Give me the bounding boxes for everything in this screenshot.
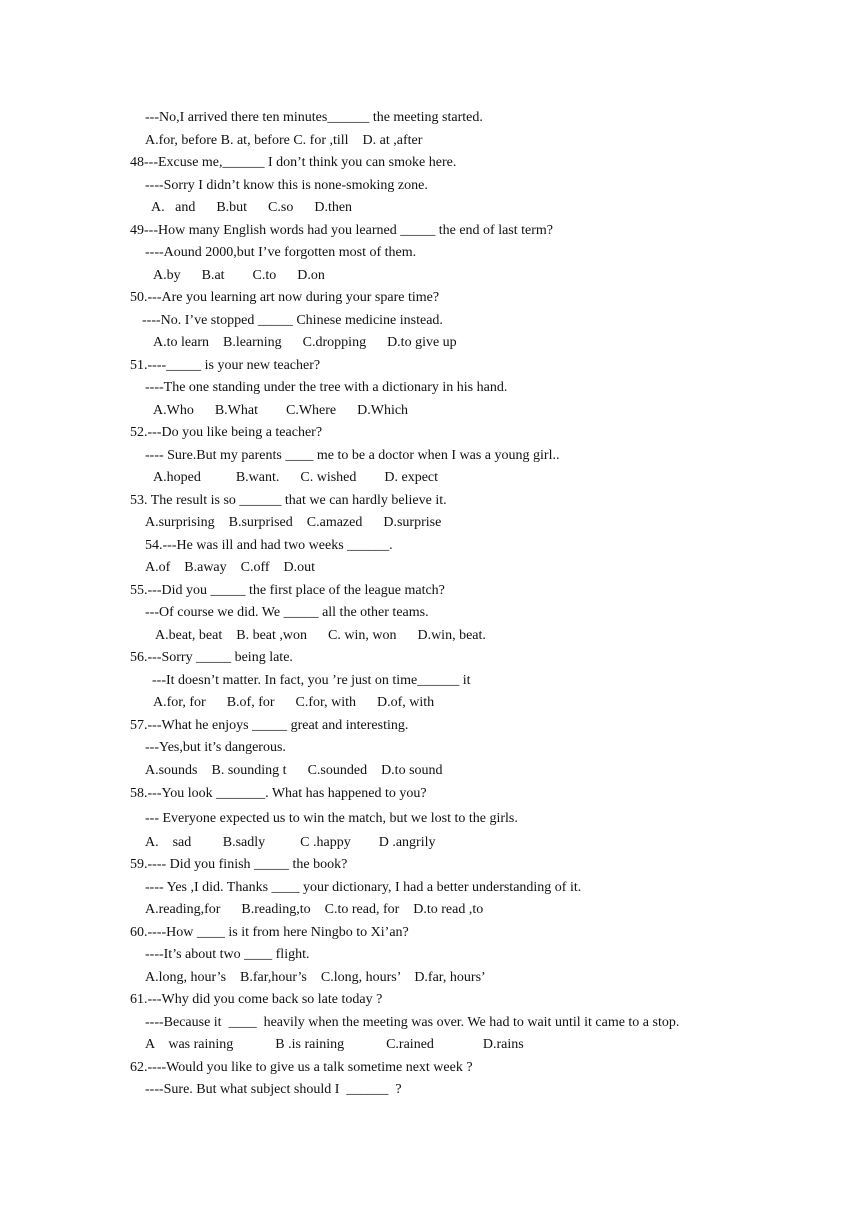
text-line: ---Yes,but it’s dangerous. [145, 740, 286, 755]
question-61: 61.---Why did you come back so late today ? [130, 992, 383, 1007]
text-line: ----The one standing under the tree with a dictionary in his hand. [145, 380, 508, 395]
text-line: ---- Yes ,I did. Thanks ____ your dictionary, I had a better understanding of it. [145, 880, 582, 895]
question-52: 52.---Do you like being a teacher? [130, 425, 323, 440]
answer-options: A.reading,for B.reading,to C.to read, for D.to read ,to [145, 902, 484, 917]
answer-options: A was raining B .is raining C.rained D.rains [145, 1037, 524, 1052]
question-53: 53. The result is so ______ that we can hardly believe it. [130, 493, 447, 508]
answer-options: A.for, for B.of, for C.for, with D.of, with [153, 695, 435, 710]
text-line: --- Everyone expected us to win the match, but we lost to the girls. [145, 811, 518, 826]
question-49: 49---How many English words had you learned _____ the end of last term? [130, 223, 554, 238]
answer-options: A.to learn B.learning C.dropping D.to give up [153, 335, 457, 350]
text-line: ----Sorry I didn’t know this is none-smoking zone. [145, 178, 428, 193]
text-line: ---Of course we did. We _____ all the other teams. [145, 605, 429, 620]
question-48: 48---Excuse me,______ I don’t think you can smoke here. [130, 155, 457, 170]
question-62: 62.----Would you like to give us a talk sometime next week ? [130, 1060, 473, 1075]
question-57: 57.---What he enjoys _____ great and interesting. [130, 718, 409, 733]
answer-options: A. and B.but C.so D.then [151, 200, 353, 215]
text-line: ----Because it ____ heavily when the meeting was over. We had to wait until it came to a stop. [145, 1015, 680, 1030]
text-line: ---It doesn’t matter. In fact, you ’re just on time______ it [152, 673, 471, 688]
question-51: 51.----_____ is your new teacher? [130, 358, 321, 373]
question-55: 55.---Did you _____ the first place of the league match? [130, 583, 445, 598]
answer-options: A.Who B.What C.Where D.Which [153, 403, 409, 418]
question-59: 59.---- Did you finish _____ the book? [130, 857, 348, 872]
text-line: ----No. I’ve stopped _____ Chinese medicine instead. [142, 313, 443, 328]
question-56: 56.---Sorry _____ being late. [130, 650, 293, 665]
question-54: 54.---He was ill and had two weeks ______. [145, 538, 393, 553]
answer-options: A.sounds B. sounding t C.sounded D.to sound [145, 763, 443, 778]
text-line: ----It’s about two ____ flight. [145, 947, 310, 962]
answer-options: A. sad B.sadly C .happy D .angrily [145, 835, 436, 850]
answer-options: A.by B.at C.to D.on [153, 268, 325, 283]
question-50: 50.---Are you learning art now during your spare time? [130, 290, 440, 305]
text-line: ----Sure. But what subject should I ______ ? [145, 1082, 402, 1097]
answer-options: A.of B.away C.off D.out [145, 560, 316, 575]
text-line: ---- Sure.But my parents ____ me to be a doctor when I was a young girl.. [145, 448, 560, 463]
text-line: A.for, before B. at, before C. for ,till D. at ,after [145, 133, 423, 148]
answer-options: A.surprising B.surprised C.amazed D.surprise [145, 515, 442, 530]
answer-options: A.long, hour’s B.far,hour’s C.long, hours’ D.far, hours’ [145, 970, 486, 985]
question-58: 58.---You look _______. What has happened to you? [130, 786, 427, 801]
answer-options: A.hoped B.want. C. wished D. expect [153, 470, 439, 485]
question-60: 60.----How ____ is it from here Ningbo to Xi’an? [130, 925, 409, 940]
text-line: ----Aound 2000,but I’ve forgotten most of them. [145, 245, 417, 260]
answer-options: A.beat, beat B. beat ,won C. win, won D.win, beat. [155, 628, 486, 643]
text-line: ---No,I arrived there ten minutes______ the meeting started. [145, 110, 483, 125]
